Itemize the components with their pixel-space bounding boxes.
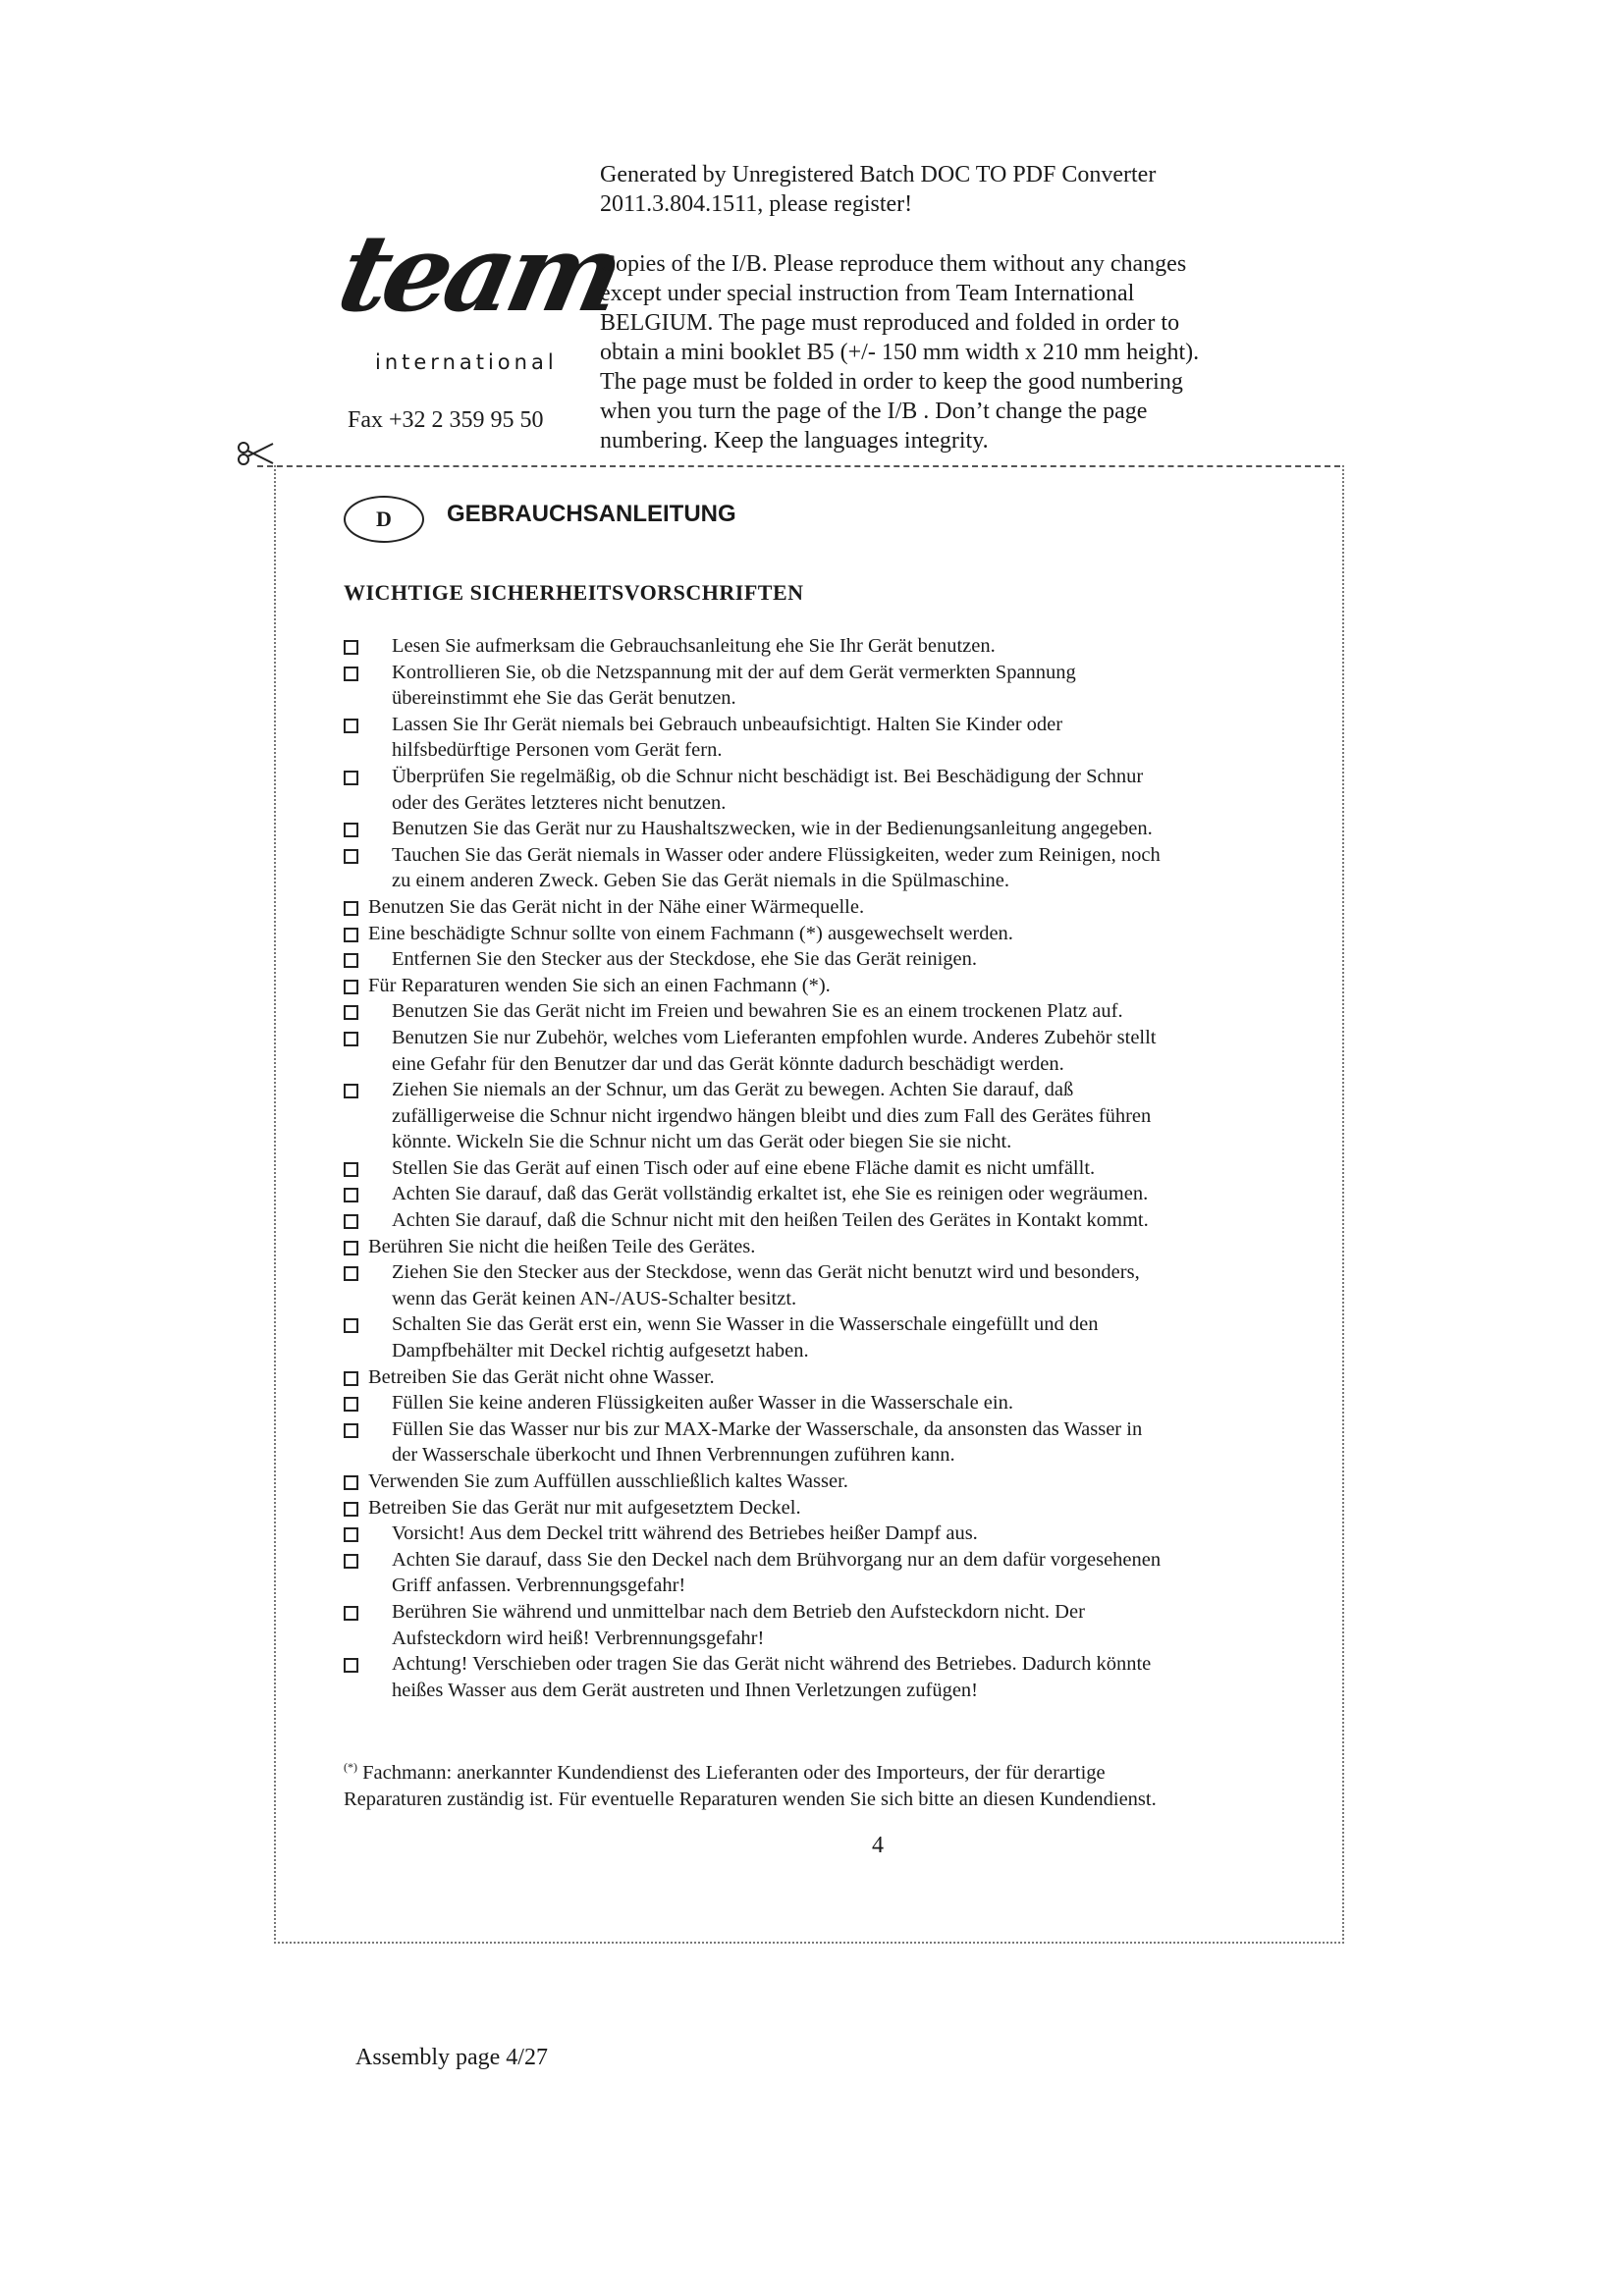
list-item-text — [358, 764, 1286, 816]
list-item-line: könnte. Wickeln Sie die Schnur nicht um das Gerät oder biegen Sie sie nicht. — [392, 1131, 1012, 1153]
checkbox-bullet-icon — [344, 1554, 358, 1569]
scissors-icon — [236, 440, 275, 467]
list-item — [344, 1521, 1286, 1547]
list-item — [344, 660, 1286, 712]
checkbox-bullet-icon — [344, 719, 358, 733]
checkbox-bullet-icon — [344, 1032, 358, 1046]
list-item — [344, 816, 1286, 842]
checkbox-bullet-icon — [344, 1214, 358, 1229]
checkbox-bullet-icon — [344, 640, 358, 655]
list-item — [344, 1259, 1286, 1311]
list-item-line: Für Reparaturen wenden Sie sich an einen Fachmann (*). — [368, 974, 831, 996]
list-item-text — [358, 1234, 1286, 1260]
list-item-text — [358, 1259, 1286, 1311]
list-item-text — [358, 660, 1286, 712]
copies-line: BELGIUM. The page must reproduced and folded in order to — [600, 310, 1180, 336]
list-item — [344, 1416, 1286, 1468]
list-item — [344, 1181, 1286, 1207]
checkbox-bullet-icon — [344, 1606, 358, 1621]
checkbox-bullet-icon — [344, 771, 358, 785]
list-item — [344, 1207, 1286, 1234]
safety-instructions-list — [344, 633, 1286, 1703]
list-item-text — [358, 1416, 1286, 1468]
list-item-text — [358, 946, 1286, 973]
list-item-line: Benutzen Sie das Gerät nur zu Haushaltszwecken, wie in der Bedienungsanleitung angegeben. — [392, 818, 1153, 840]
list-item-text — [358, 921, 1286, 947]
list-item-line: Aufsteckdorn wird heiß! Verbrennungsgefahr! — [392, 1627, 765, 1649]
section-heading: WICHTIGE SICHERHEITSVORSCHRIFTEN — [344, 580, 804, 605]
list-item-line: Achten Sie darauf, daß das Gerät vollständig erkaltet ist, ehe Sie es reinigen oder wegräumen. — [392, 1183, 1149, 1205]
checkbox-bullet-icon — [344, 928, 358, 942]
list-item-line: Ziehen Sie den Stecker aus der Steckdose, wenn das Gerät nicht benutzt wird und besonders, — [392, 1261, 1140, 1284]
checkbox-bullet-icon — [344, 1318, 358, 1333]
list-item-line: übereinstimmt ehe Sie das Gerät benutzen. — [392, 687, 736, 710]
converter-notice-line: 2011.3.804.1511, please register! — [600, 191, 913, 217]
list-item — [344, 764, 1286, 816]
list-item-text — [358, 1521, 1286, 1547]
copies-line: except under special instruction from Team International — [600, 281, 1135, 306]
checkbox-bullet-icon — [344, 849, 358, 864]
checkbox-bullet-icon — [344, 1005, 358, 1020]
list-item-line: Kontrollieren Sie, ob die Netzspannung mit der auf dem Gerät vermerkten Spannung — [392, 661, 1076, 683]
list-item-text — [358, 998, 1286, 1025]
list-item — [344, 1390, 1286, 1416]
list-item-text — [358, 1495, 1286, 1522]
list-item-text — [358, 1651, 1286, 1703]
list-item-line: Vorsicht! Aus dem Deckel tritt während des Betriebes heißer Dampf aus. — [392, 1522, 978, 1545]
list-item-text — [358, 633, 1286, 660]
list-item-text — [358, 1181, 1286, 1207]
list-item-line: Lesen Sie aufmerksam die Gebrauchsanleitung ehe Sie Ihr Gerät benutzen. — [392, 635, 996, 657]
checkbox-bullet-icon — [344, 953, 358, 968]
list-item — [344, 633, 1286, 660]
list-item-text — [358, 1547, 1286, 1599]
list-item-line: Entfernen Sie den Stecker aus der Steckdose, ehe Sie das Gerät reinigen. — [392, 948, 977, 971]
team-international-logo — [324, 211, 629, 383]
copies-line: Copies of the I/B. Please reproduce them without any changes — [600, 251, 1187, 277]
logo-subtitle: international — [375, 350, 558, 374]
list-item-text — [358, 973, 1286, 999]
list-item — [344, 1495, 1286, 1522]
checkbox-bullet-icon — [344, 1397, 358, 1412]
fax-number: Fax +32 2 359 95 50 — [348, 407, 544, 433]
checkbox-bullet-icon — [344, 667, 358, 681]
list-item-line: Berühren Sie nicht die heißen Teile des Gerätes. — [368, 1235, 756, 1257]
list-item — [344, 1364, 1286, 1391]
list-item — [344, 998, 1286, 1025]
list-item-line: oder des Gerätes letzteres nicht benutzen. — [392, 791, 727, 814]
list-item-line: heißes Wasser aus dem Gerät austreten und Ihnen Verletzungen zufügen! — [392, 1679, 979, 1701]
footnote-line: Fachmann: anerkannter Kundendienst des Lieferanten oder des Importeurs, der für derartige — [357, 1761, 1106, 1784]
list-item-line: Ziehen Sie niemals an der Schnur, um das Gerät zu bewegen. Achten Sie darauf, daß — [392, 1079, 1074, 1101]
list-item-line: Schalten Sie das Gerät erst ein, wenn Sie Wasser in die Wasserschale eingefüllt und den — [392, 1313, 1099, 1336]
list-item-line: Füllen Sie das Wasser nur bis zur MAX-Marke der Wasserschale, da ansonsten das Wasser in — [392, 1417, 1143, 1440]
footnote-line: Reparaturen zuständig ist. Für eventuelle Reparaturen wenden Sie sich bitte an diesen Kundendienst. — [344, 1788, 1157, 1810]
list-item-text — [358, 1207, 1286, 1234]
checkbox-bullet-icon — [344, 980, 358, 994]
list-item-text — [358, 1364, 1286, 1391]
list-item — [344, 712, 1286, 764]
list-item-line: Achtung! Verschieben oder tragen Sie das Gerät nicht während des Betriebes. Dadurch könnte — [392, 1653, 1152, 1676]
list-item — [344, 894, 1286, 921]
checkbox-bullet-icon — [344, 1423, 358, 1438]
list-item — [344, 973, 1286, 999]
list-item — [344, 1311, 1286, 1363]
list-item — [344, 1025, 1286, 1077]
list-item-line: Verwenden Sie zum Auffüllen ausschließlich kaltes Wasser. — [368, 1470, 848, 1492]
list-item — [344, 842, 1286, 894]
list-item-line: Achten Sie darauf, dass Sie den Deckel nach dem Brühvorgang nur an dem dafür vorgesehenen — [392, 1548, 1162, 1571]
list-item — [344, 1599, 1286, 1651]
copies-line: obtain a mini booklet B5 (+/- 150 mm width x 210 mm height). — [600, 340, 1200, 365]
checkbox-bullet-icon — [344, 1266, 358, 1281]
assembly-page-label: Assembly page 4/27 — [355, 2045, 548, 2070]
list-item-text — [358, 1468, 1286, 1495]
list-item-line: Lassen Sie Ihr Gerät niemals bei Gebrauch unbeaufsichtigt. Halten Sie Kinder oder — [392, 713, 1063, 735]
list-item-line: zu einem anderen Zweck. Geben Sie das Gerät niemals in die Spülmaschine. — [392, 870, 1010, 892]
footnote-marker: (*) — [344, 1760, 357, 1774]
list-item — [344, 1651, 1286, 1703]
checkbox-bullet-icon — [344, 1527, 358, 1542]
list-item-text — [358, 1390, 1286, 1416]
list-item-line: eine Gefahr für den Benutzer dar und das Gerät könnte dadurch beschädigt werden. — [392, 1052, 1064, 1075]
list-item — [344, 1234, 1286, 1260]
checkbox-bullet-icon — [344, 901, 358, 916]
checkbox-bullet-icon — [344, 1502, 358, 1517]
checkbox-bullet-icon — [344, 1084, 358, 1098]
list-item-line: der Wasserschale überkocht und Ihnen Verbrennungen zuführen kann. — [392, 1444, 955, 1467]
list-item-line: Tauchen Sie das Gerät niemals in Wasser oder andere Flüssigkeiten, weder zum Reinigen, noch — [392, 843, 1161, 866]
list-item-line: wenn das Gerät keinen AN-/AUS-Schalter besitzt. — [392, 1287, 797, 1309]
checkbox-bullet-icon — [344, 823, 358, 837]
list-item-line: Füllen Sie keine anderen Flüssigkeiten außer Wasser in die Wasserschale ein. — [392, 1392, 1013, 1415]
list-item — [344, 1468, 1286, 1495]
copies-line: when you turn the page of the I/B . Don’t change the page — [600, 399, 1148, 424]
list-item-line: Benutzen Sie das Gerät nicht in der Nähe einer Wärmequelle. — [368, 895, 865, 918]
list-item-text — [358, 842, 1286, 894]
copies-instructions — [600, 249, 1287, 455]
list-item — [344, 1155, 1286, 1182]
checkbox-bullet-icon — [344, 1241, 358, 1255]
list-item-line: Betreiben Sie das Gerät nur mit aufgesetztem Deckel. — [368, 1496, 801, 1519]
list-item-text — [358, 1025, 1286, 1077]
list-item-line: Überprüfen Sie regelmäßig, ob die Schnur nicht beschädigt ist. Bei Beschädigung der Schnur — [392, 765, 1144, 787]
list-item-text — [358, 712, 1286, 764]
copies-line: The page must be folded in order to keep the good numbering — [600, 369, 1183, 395]
list-item-text — [358, 1311, 1286, 1363]
list-item-text — [358, 1077, 1286, 1155]
list-item-line: Stellen Sie das Gerät auf einen Tisch oder auf eine ebene Fläche damit es nicht umfällt. — [392, 1156, 1096, 1179]
list-item-text — [358, 816, 1286, 842]
list-item-line: Achten Sie darauf, daß die Schnur nicht mit den heißen Teilen des Gerätes in Kontakt kommt. — [392, 1209, 1149, 1232]
checkbox-bullet-icon — [344, 1371, 358, 1386]
list-item-line: hilfsbedürftige Personen vom Gerät fern. — [392, 739, 723, 762]
list-item-line: Eine beschädigte Schnur sollte von einem Fachmann (*) ausgewechselt werden. — [368, 922, 1013, 944]
list-item — [344, 921, 1286, 947]
copies-line: numbering. Keep the languages integrity. — [600, 428, 989, 454]
manual-title: GEBRAUCHSANLEITUNG — [447, 501, 736, 527]
list-item-text — [358, 1599, 1286, 1651]
list-item-text — [358, 894, 1286, 921]
list-item-line: Dampfbehälter mit Deckel richtig aufgesetzt haben. — [392, 1340, 809, 1362]
list-item-line: Betreiben Sie das Gerät nicht ohne Wasser. — [368, 1365, 715, 1388]
page-number: 4 — [872, 1833, 884, 1858]
list-item-text — [358, 1155, 1286, 1182]
checkbox-bullet-icon — [344, 1658, 358, 1673]
list-item-line: Griff anfassen. Verbrennungsgefahr! — [392, 1575, 686, 1597]
converter-notice-line: Generated by Unregistered Batch DOC TO PDF Converter — [600, 162, 1157, 187]
list-item — [344, 1077, 1286, 1155]
footnote — [344, 1754, 1296, 1813]
checkbox-bullet-icon — [344, 1162, 358, 1177]
list-item — [344, 946, 1286, 973]
list-item — [344, 1547, 1286, 1599]
checkbox-bullet-icon — [344, 1475, 358, 1490]
list-item-line: Benutzen Sie das Gerät nicht im Freien und bewahren Sie es an einem trockenen Platz auf. — [392, 1000, 1123, 1023]
list-item-line: Benutzen Sie nur Zubehör, welches vom Lieferanten empfohlen wurde. Anderes Zubehör stellt — [392, 1026, 1157, 1048]
list-item-line: zufälligerweise die Schnur nicht irgendwo hängen bleibt und dies zum Fall des Gerätes führen — [392, 1104, 1152, 1127]
converter-notice — [600, 160, 1287, 219]
list-item-line: Berühren Sie während und unmittelbar nach dem Betrieb den Aufsteckdorn nicht. Der — [392, 1600, 1085, 1623]
logo-wordmark: team — [328, 212, 629, 336]
checkbox-bullet-icon — [344, 1188, 358, 1202]
language-badge: D — [344, 496, 424, 543]
